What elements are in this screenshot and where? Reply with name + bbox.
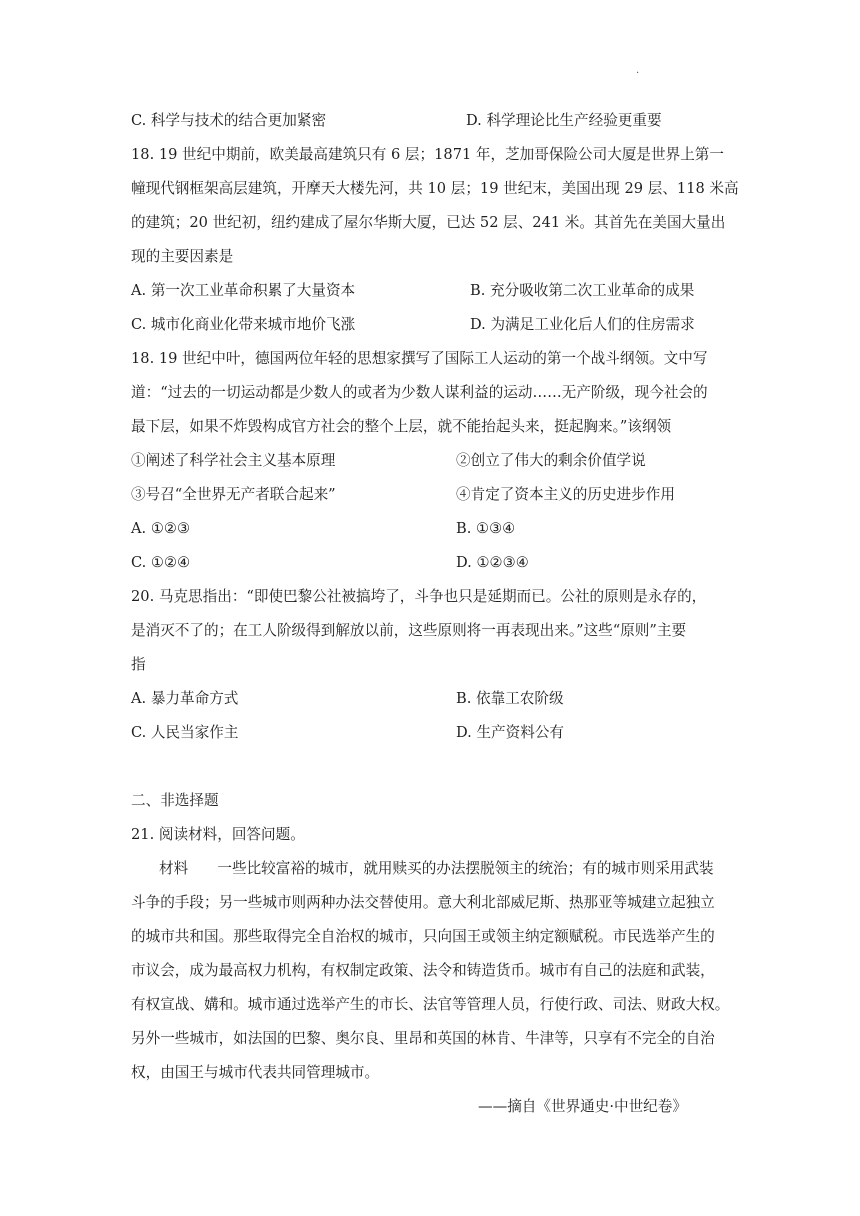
- q18b-option-d: D. ①②③④: [456, 554, 529, 571]
- q18a-option-c: C. 城市化商业化带来城市地价飞涨: [131, 316, 356, 333]
- q18b-option-b: B. ①③④: [456, 520, 516, 537]
- material-source: ——摘自《世界通史·中世纪卷》: [478, 1098, 687, 1115]
- q18a-stem-line: 的建筑；20 世纪初，纽约建成了屋尔华斯大厦，已达 52 层、241 米。其首先在美国大量出: [131, 214, 726, 231]
- q18b-stem-line: 道：“过去的一切运动都是少数人的或者为少数人谋利益的运动……无产阶级，现今社会的: [131, 384, 708, 401]
- q20-option-d: D. 生产资料公有: [456, 724, 565, 741]
- q18b-option-c: C. ①②④: [131, 554, 191, 571]
- material-line: 的城市共和国。那些取得完全自治权的城市，只向国王或领主纳定额赋税。市民选举产生的: [131, 928, 715, 945]
- q18b-statement-3: ③号召“全世界无产者联合起来”: [131, 486, 336, 503]
- q18a-stem-line: 幢现代钢框架高层建筑，开摩天大楼先河，共 10 层；19 世纪末，美国出现 29 层、118 米高: [131, 180, 739, 197]
- material-line: 权，由国王与城市代表共同管理城市。: [131, 1064, 380, 1081]
- q18b-statement-4: ④肯定了资本主义的历史进步作用: [456, 486, 675, 503]
- q18b-statement-2: ②创立了伟大的剩余价值学说: [456, 452, 646, 469]
- q17-option-c: C. 科学与技术的结合更加紧密: [131, 112, 327, 129]
- material-line: 有权宣战、媾和。城市通过选举产生的市长、法官等管理人员，行使行政、司法、财政大权。: [131, 996, 730, 1013]
- q18a-stem-line: 18. 19 世纪中期前，欧美最高建筑只有 6 层；1871 年，芝加哥保险公司大厦是世界上第一: [131, 146, 724, 163]
- q20-option-b: B. 依靠工农阶级: [456, 690, 564, 707]
- q18a-option-b: B. 充分吸收第二次工业革命的成果: [470, 282, 695, 299]
- q21-prompt: 21. 阅读材料，回答问题。: [131, 826, 305, 843]
- material-line: 另外一些城市，如法国的巴黎、奥尔良、里昂和英国的林肯、牛津等，只享有不完全的自治: [131, 1030, 715, 1047]
- q20-stem-line: 20. 马克思指出：“即使巴黎公社被搞垮了，斗争也只是延期而已。公社的原则是永存的，: [131, 588, 707, 605]
- q18a-stem-line: 现的主要因素是: [131, 248, 234, 265]
- header-mark: ·: [636, 68, 640, 79]
- q18b-stem-line: 18. 19 世纪中叶，德国两位年轻的思想家撰写了国际工人运动的第一个战斗纲领。文中写: [131, 350, 708, 367]
- q18b-option-a: A. ①②③: [131, 520, 191, 537]
- q18a-option-a: A. 第一次工业革命积累了大量资本: [131, 282, 356, 299]
- q17-option-d: D. 科学理论比生产经验更重要: [466, 112, 662, 129]
- material-line: 斗争的手段；另一些城市则两种办法交替使用。意大利北部威尼斯、热那亚等城建立起独立: [131, 894, 715, 911]
- q20-option-a: A. 暴力革命方式: [131, 690, 239, 707]
- q18b-stem-line: 最下层，如果不炸毁构成官方社会的整个上层，就不能抬起头来，挺起胸来。”该纲领: [131, 418, 672, 435]
- q20-stem-line: 指: [131, 656, 146, 673]
- material-line: 市议会，成为最高权力机构，有权制定政策、法令和铸造货币。城市有自己的法庭和武装，: [131, 962, 715, 979]
- q18a-option-d: D. 为满足工业化后人们的住房需求: [470, 316, 695, 333]
- q20-stem-line: 是消灭不了的；在工人阶级得到解放以前，这些原则将一再表现出来。”这些“原则”主要: [131, 622, 687, 639]
- material-line: 材料 一些比较富裕的城市，就用赎买的办法摆脱领主的统治；有的城市则采用武装: [159, 860, 714, 877]
- q20-option-c: C. 人民当家作主: [131, 724, 239, 741]
- section-heading: 二、非选择题: [131, 792, 219, 809]
- q18b-statement-1: ①阐述了科学社会主义基本原理: [131, 452, 336, 469]
